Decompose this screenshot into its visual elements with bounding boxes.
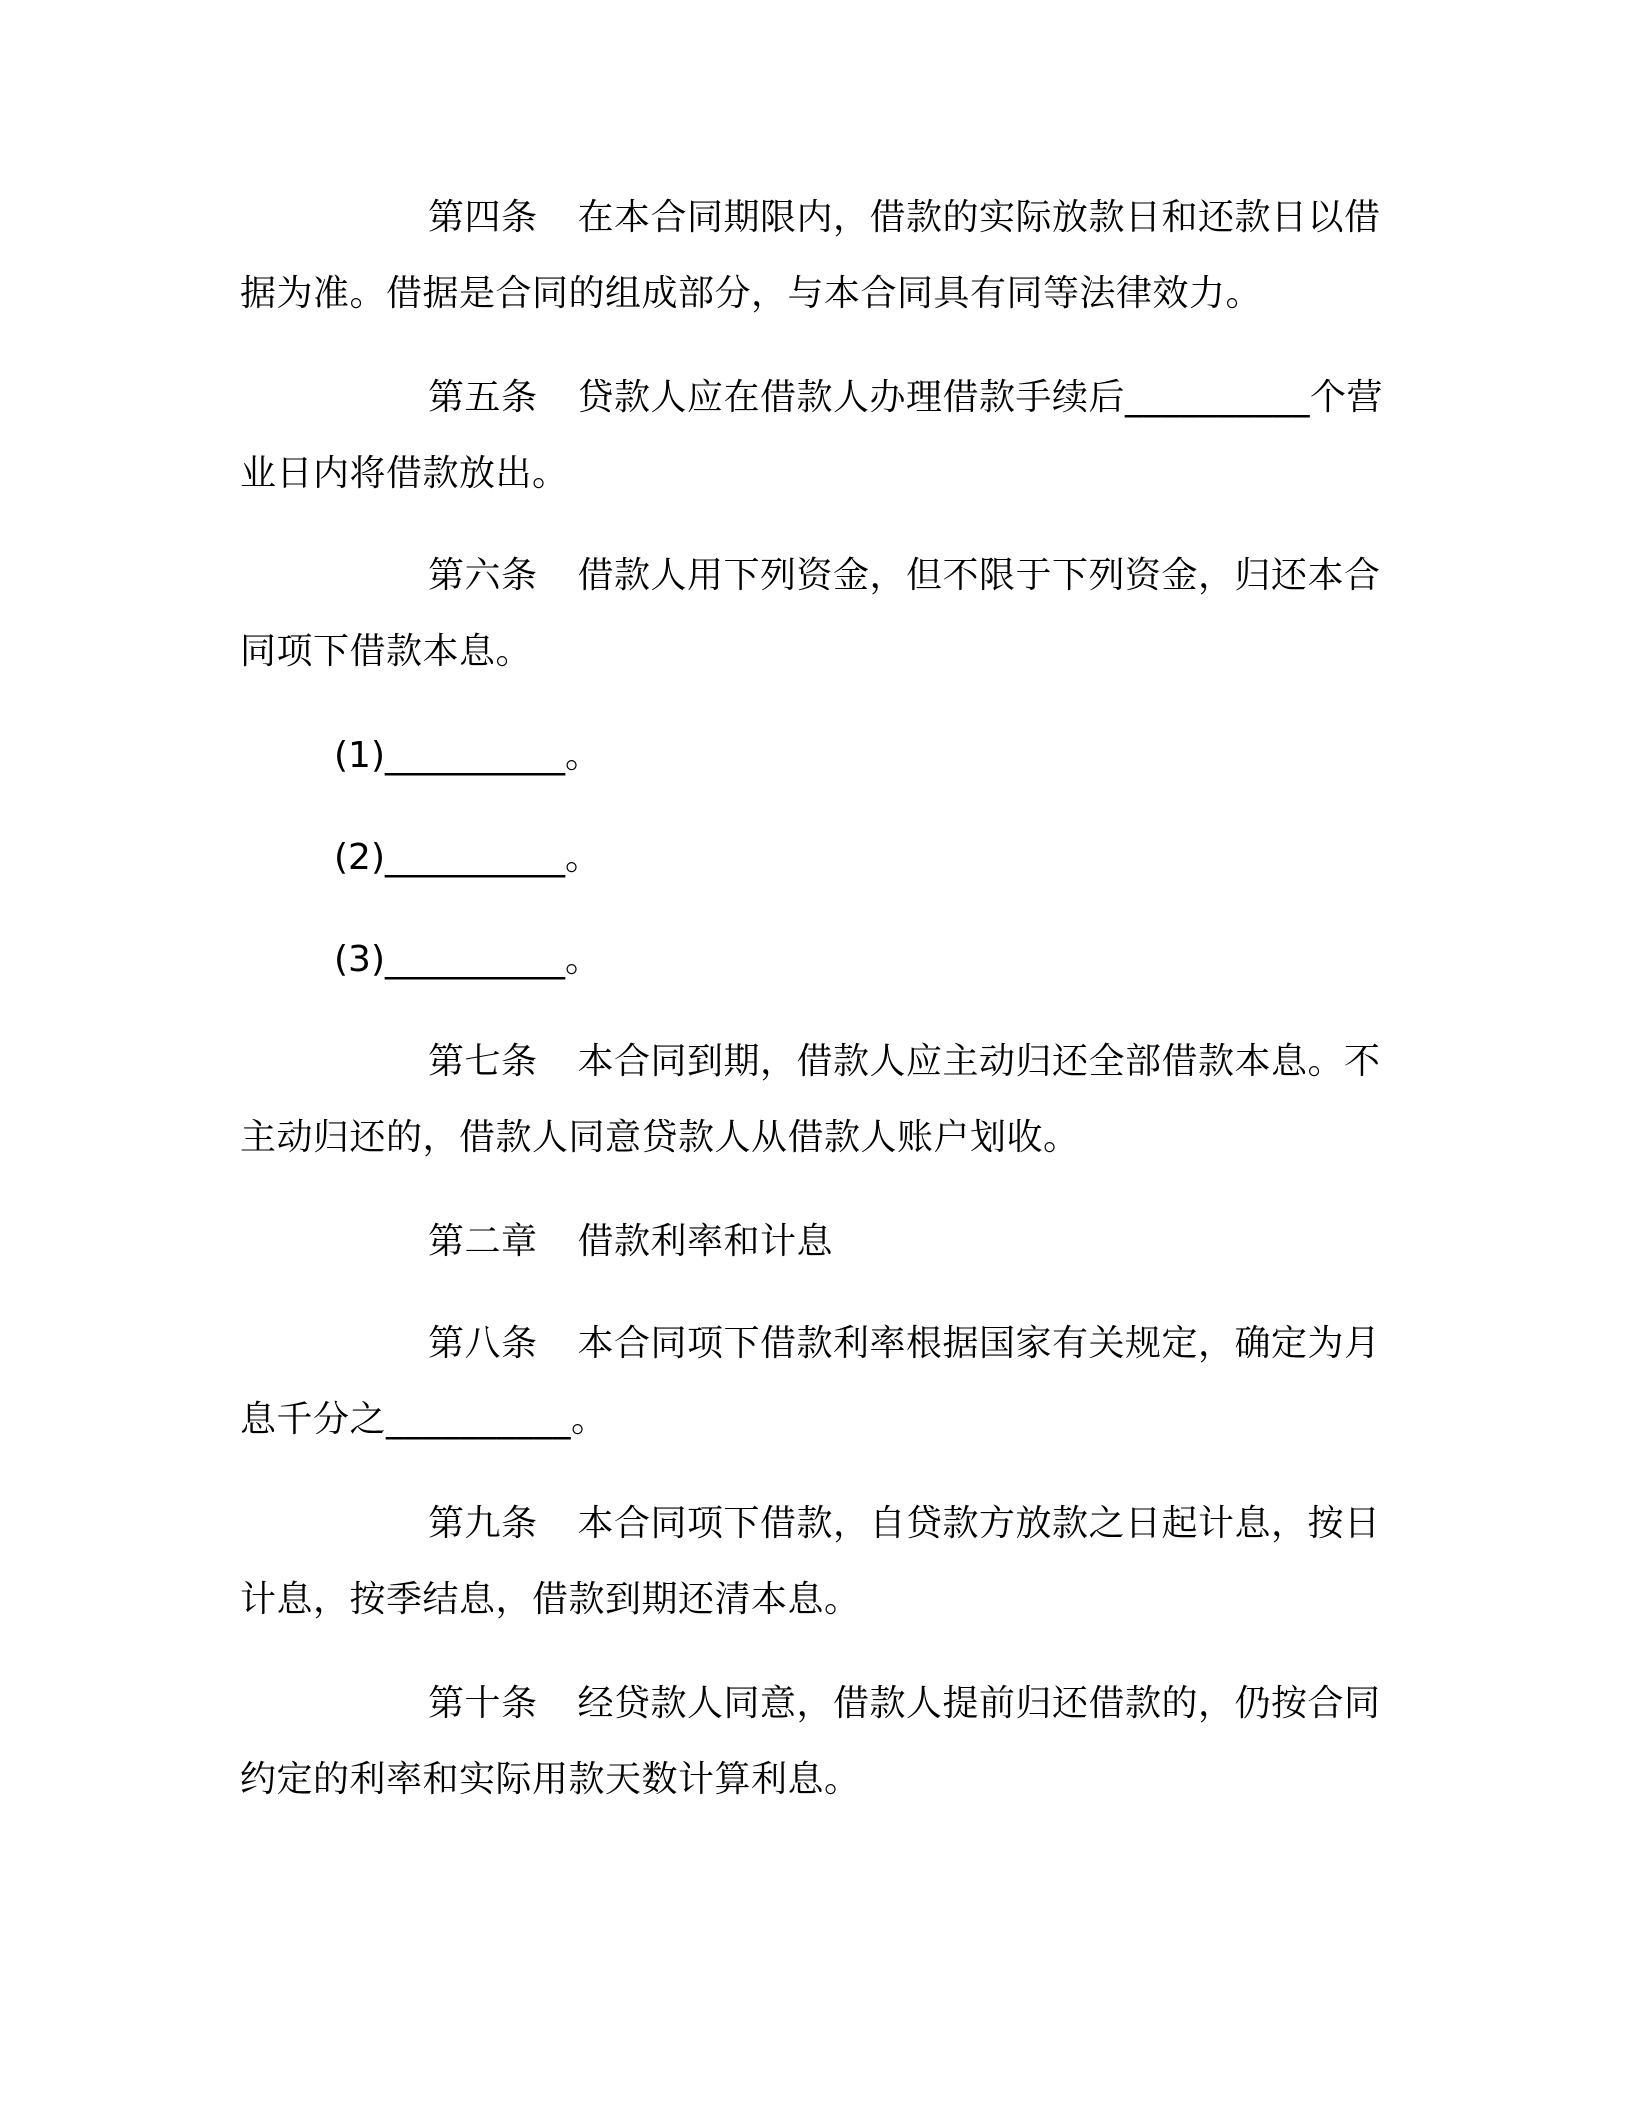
article-text: 贷款人应在借款人办理借款手续后__________个营业日内将借款放出。 xyxy=(240,377,1384,494)
article-text: 在本合同期限内，借款的实际放款日和还款日以借据为准。借据是合同的组成部分，与本合同具有同等法律效力。 xyxy=(240,197,1381,314)
article-number: 第九条 xyxy=(428,1503,538,1544)
article-number: 第五条 xyxy=(428,377,538,418)
article-5-paragraph xyxy=(240,360,1390,512)
list-item-text: (1)__________。 xyxy=(334,735,601,776)
chapter-number: 第二章 xyxy=(428,1221,538,1262)
article-number: 第十条 xyxy=(428,1683,538,1724)
article-text: 经贷款人同意，借款人提前归还借款的，仍按合同约定的利率和实际用款天数计算利息。 xyxy=(240,1683,1381,1800)
article-text: 本合同到期，借款人应主动归还全部借款本息。不主动归还的，借款人同意贷款人从借款人账户划收。 xyxy=(240,1041,1381,1158)
chapter-title: 借款利率和计息 xyxy=(577,1221,834,1262)
list-item-text: (2)__________。 xyxy=(334,837,601,878)
list-item-text: (3)__________。 xyxy=(334,939,601,980)
article-number: 第六条 xyxy=(428,555,538,596)
list-item-3 xyxy=(240,922,1390,998)
article-9-paragraph xyxy=(240,1486,1390,1638)
article-6-paragraph xyxy=(240,538,1390,690)
article-number: 第八条 xyxy=(428,1323,538,1364)
article-7-paragraph xyxy=(240,1024,1390,1176)
article-4-paragraph xyxy=(240,180,1390,332)
article-number: 第四条 xyxy=(428,197,538,238)
article-text: 本合同项下借款利率根据国家有关规定，确定为月息千分之__________。 xyxy=(240,1323,1381,1440)
article-text: 借款人用下列资金，但不限于下列资金，归还本合同项下借款本息。 xyxy=(240,555,1381,672)
article-8-paragraph xyxy=(240,1306,1390,1458)
chapter-2-heading xyxy=(240,1204,1390,1280)
list-item-2 xyxy=(240,820,1390,896)
list-item-1 xyxy=(240,718,1390,794)
article-text: 本合同项下借款，自贷款方放款之日起计息，按日计息，按季结息，借款到期还清本息。 xyxy=(240,1503,1381,1620)
article-10-paragraph xyxy=(240,1666,1390,1818)
article-number: 第七条 xyxy=(428,1041,538,1082)
